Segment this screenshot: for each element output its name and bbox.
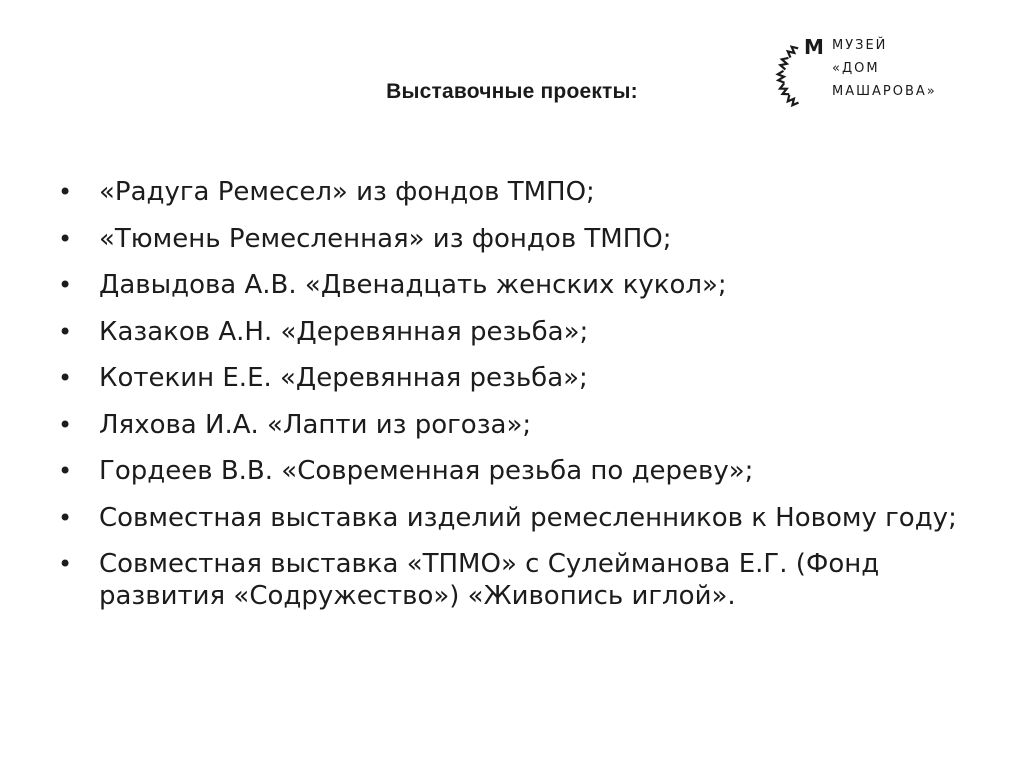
exhibition-list xyxy=(56,176,986,627)
list-item xyxy=(56,316,986,348)
list-item-text: Совместная выставка «ТПМО» с Сулейманова Е.Г. (Фонд развития «Содружество») «Живопись иглой». xyxy=(99,549,880,611)
logo-line-2: «ДОМ xyxy=(832,61,880,76)
bullet-icon: • xyxy=(58,224,73,253)
logo-mark-letter: M xyxy=(804,35,824,59)
list-item xyxy=(56,269,986,301)
list-item-text: Ляхова И.А. «Лапти из рогоза»; xyxy=(99,409,532,440)
list-item-text: Котекин Е.Е. «Деревянная резьба»; xyxy=(99,363,588,393)
logo-line-3: МАШАРОВА» xyxy=(832,84,937,99)
list-item xyxy=(56,548,986,612)
list-item xyxy=(56,223,986,255)
list-item xyxy=(56,409,986,441)
bullet-icon: • xyxy=(58,503,73,532)
bullet-icon: • xyxy=(58,457,73,485)
list-item-text: «Тюмень Ремесленная» из фондов ТМПО; xyxy=(99,223,672,254)
bullet-icon: • xyxy=(58,178,73,206)
bullet-icon: • xyxy=(58,550,73,578)
list-item xyxy=(56,176,986,208)
list-item xyxy=(56,362,986,394)
bullet-icon: • xyxy=(58,364,73,392)
list-item-text: Давыдова А.В. «Двенадцать женских кукол»; xyxy=(99,270,727,300)
list-item-text: Гордеев В.В. «Современная резьба по дереву»; xyxy=(99,456,754,486)
bullet-icon: • xyxy=(58,410,73,439)
list-item-text: Казаков А.Н. «Деревянная резьба»; xyxy=(99,316,589,347)
list-item xyxy=(56,502,986,534)
list-item xyxy=(56,455,986,487)
list-item-text: «Радуга Ремесел» из фондов ТМПО; xyxy=(99,177,595,207)
bullet-icon: • xyxy=(58,317,73,346)
logo-line-1: МУЗЕЙ xyxy=(832,38,888,53)
list-item-text: Совместная выставка изделий ремесленников к Новому году; xyxy=(99,502,957,533)
bullet-icon: • xyxy=(58,271,73,299)
slide-title: Выставочные проекты: xyxy=(386,80,638,103)
